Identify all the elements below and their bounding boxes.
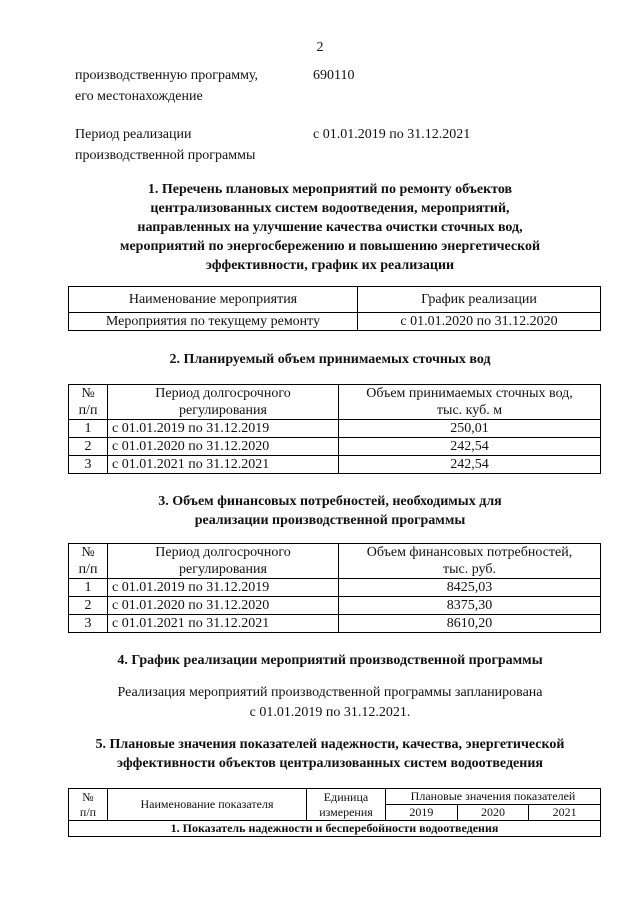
period-block: [75, 124, 471, 166]
table-subheader-row: [69, 821, 601, 837]
table-row: [69, 579, 601, 597]
section4-text-line: с 01.01.2019 по 31.12.2021.: [249, 705, 411, 720]
table-row: [69, 438, 601, 456]
table-header-row: [69, 544, 601, 579]
section1-title: [60, 180, 600, 275]
section5-title-line: эффективности объектов централизованных систем водоотведения: [117, 756, 543, 771]
table-cell: 3: [69, 615, 108, 633]
section3-title-line: реализации производственной программы: [194, 513, 466, 528]
section2-title: 2. Планируемый объем принимаемых сточных вод: [169, 352, 491, 367]
header-cell-plan: Плановые значения показателей: [386, 789, 601, 805]
period-label-line2: производственной программы: [75, 148, 256, 163]
section1-title-line: централизованных систем водоотведения, мероприятий,: [150, 201, 510, 216]
table-row: [69, 456, 601, 474]
table-cell: с 01.01.2021 по 31.12.2021: [108, 456, 339, 474]
table-cell: 242,54: [339, 438, 601, 456]
header-text: измерения: [319, 804, 373, 819]
table-cell: 1: [69, 579, 108, 597]
section1-title-line: 1. Перечень плановых мероприятий по ремонту объектов: [147, 182, 513, 197]
location-label-line1: производственную программу,: [75, 68, 259, 83]
header-text: тыс. куб. м: [436, 403, 503, 418]
header-text: регулирования: [179, 403, 267, 418]
header-text: Период долгосрочного: [155, 386, 291, 401]
header-cell-num: [69, 789, 108, 821]
section1-title-line: направленных на улучшение качества очистки сточных вод,: [137, 220, 523, 235]
header-cell-value: [339, 385, 601, 420]
section4-text-line: Реализация мероприятий производственной программы запланирована: [117, 685, 543, 700]
table-header-row: [69, 789, 601, 805]
header-cell-num: [69, 544, 108, 579]
table-cell: с 01.01.2019 по 31.12.2019: [108, 420, 339, 438]
location-label-line2: его местонахождение: [75, 89, 203, 104]
table-cell: с 01.01.2021 по 31.12.2021: [108, 615, 339, 633]
header-text: п/п: [78, 562, 98, 577]
table-cell: 8375,30: [339, 597, 601, 615]
table-cell: с 01.01.2019 по 31.12.2019: [108, 579, 339, 597]
header-cell: Наименование мероприятия: [69, 287, 358, 313]
table-cell: с 01.01.2020 по 31.12.2020: [358, 313, 601, 331]
table-cell: 250,01: [339, 420, 601, 438]
section3-title-line: 3. Объем финансовых потребностей, необходимых для: [158, 494, 502, 509]
subheader-cell: 1. Показатель надежности и бесперебойности водоотведения: [69, 821, 601, 837]
section4-title: 4. График реализации мероприятий производственной программы: [117, 653, 543, 668]
header-text: Единица: [323, 789, 369, 804]
table-row: [69, 313, 601, 331]
header-cell-num: [69, 385, 108, 420]
header-cell-year: 2020: [457, 805, 529, 821]
table-row: [69, 615, 601, 633]
table-cell: 3: [69, 456, 108, 474]
header-text: п/п: [78, 403, 98, 418]
section1-title-line: мероприятий по энергосбережению и повышению энергетической: [119, 239, 541, 254]
header-cell-unit: [307, 789, 386, 821]
table-cell: с 01.01.2020 по 31.12.2020: [108, 597, 339, 615]
table-cell: Мероприятия по текущему ремонту: [69, 313, 358, 331]
period-label-line1: Период реализации: [75, 127, 192, 142]
table-row: [69, 597, 601, 615]
header-text: тыс. руб.: [443, 562, 496, 577]
location-block: [75, 65, 355, 107]
header-text: Период долгосрочного: [155, 545, 291, 560]
table-cell: 2: [69, 597, 108, 615]
section3-table: [68, 543, 601, 633]
header-text: №: [82, 789, 94, 804]
location-value: 690110: [313, 68, 355, 83]
section5-table: [68, 788, 601, 837]
header-cell-value: [339, 544, 601, 579]
header-cell-year: 2021: [529, 805, 601, 821]
header-text: п/п: [79, 804, 97, 819]
section4-text: [60, 683, 600, 723]
header-text: Объем финансовых потребностей,: [366, 545, 573, 560]
page-number: 2: [316, 40, 324, 55]
table-cell: 8425,03: [339, 579, 601, 597]
table-cell: 2: [69, 438, 108, 456]
table-row: [69, 420, 601, 438]
table-cell: 1: [69, 420, 108, 438]
table-cell: с 01.01.2020 по 31.12.2020: [108, 438, 339, 456]
section1-title-line: эффективности, график их реализации: [205, 258, 455, 273]
header-cell-period: [108, 544, 339, 579]
header-text: №: [81, 545, 95, 560]
section5-title: [55, 735, 605, 773]
section5-title-line: 5. Плановые значения показателей надежности, качества, энергетической: [95, 737, 565, 752]
table-cell: 242,54: [339, 456, 601, 474]
table-cell: 8610,20: [339, 615, 601, 633]
header-text: Объем принимаемых сточных вод,: [366, 386, 573, 401]
header-cell: График реализации: [358, 287, 601, 313]
header-cell-year: 2019: [386, 805, 458, 821]
section2-table: [68, 384, 601, 474]
period-value: с 01.01.2019 по 31.12.2021: [313, 127, 471, 142]
header-text: регулирования: [179, 562, 267, 577]
table-header-row: [69, 287, 601, 313]
section3-title: [60, 492, 600, 530]
header-cell-name: Наименование показателя: [108, 789, 307, 821]
table-header-row: [69, 385, 601, 420]
header-cell-period: [108, 385, 339, 420]
section1-table: [68, 286, 601, 331]
header-text: №: [81, 386, 95, 401]
